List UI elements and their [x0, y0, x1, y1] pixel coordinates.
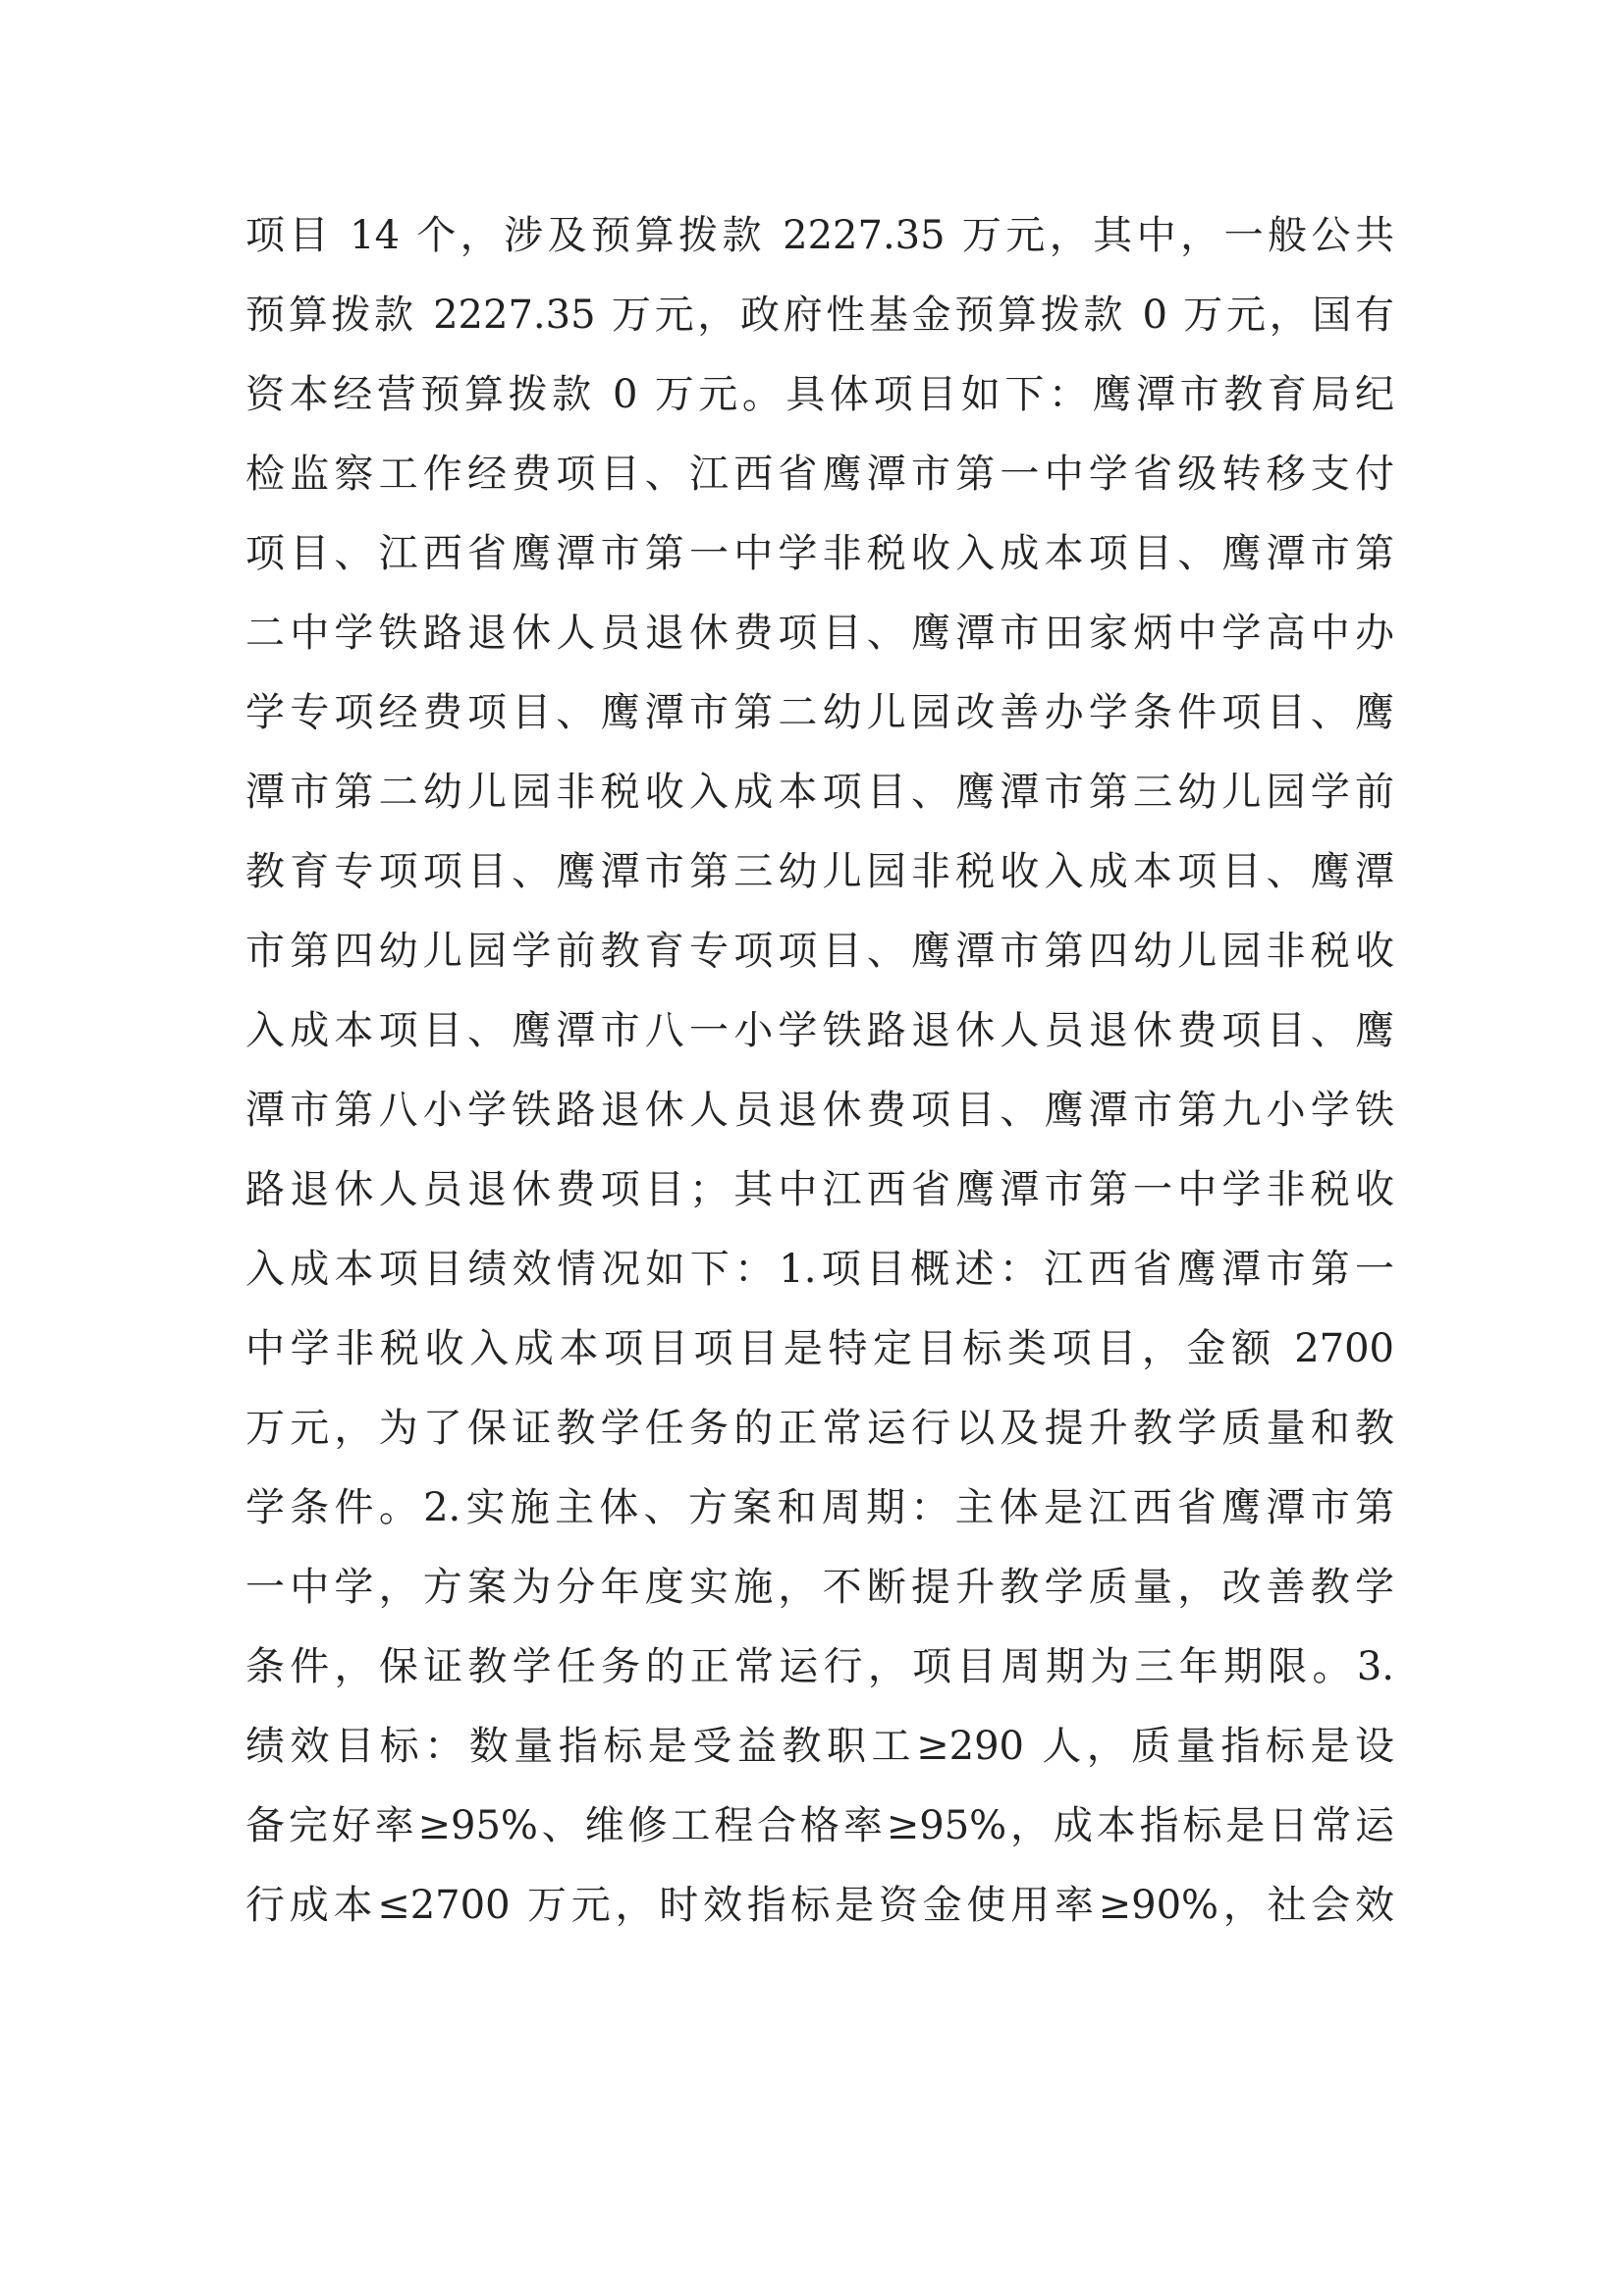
text-line: 学条件。2.实施主体、方案和周期：主体是江西省鹰潭市第: [245, 1485, 1394, 1530]
text-line: 备完好率≥95%、维修工程合格率≥95%，成本指标是日常运: [245, 1803, 1394, 1848]
text-line: 路退休人员退休费项目；其中江西省鹰潭市第一中学非税收: [245, 1167, 1394, 1212]
text-line: 预算拨款 2227.35 万元，政府性基金预算拨款 0 万元，国有: [245, 293, 1394, 338]
text-line: 潭市第八小学铁路退休人员退休费项目、鹰潭市第九小学铁: [245, 1088, 1394, 1133]
text-line: 二中学铁路退休人员退休费项目、鹰潭市田家炳中学高中办: [245, 611, 1394, 656]
text-line: 潭市第二幼儿园非税收入成本项目、鹰潭市第三幼儿园学前: [245, 770, 1394, 815]
text-line: 入成本项目、鹰潭市八一小学铁路退休人员退休费项目、鹰: [245, 1008, 1394, 1053]
text-line: 中学非税收入成本项目项目是特定目标类项目，金额 2700: [245, 1326, 1394, 1371]
text-line: 项目、江西省鹰潭市第一中学非税收入成本项目、鹰潭市第: [245, 531, 1394, 576]
text-line: 入成本项目绩效情况如下：1.项目概述：江西省鹰潭市第一: [245, 1247, 1394, 1292]
text-line: 项目 14 个，涉及预算拨款 2227.35 万元，其中，一般公共: [245, 213, 1394, 258]
text-line: 教育专项项目、鹰潭市第三幼儿园非税收入成本项目、鹰潭: [245, 849, 1394, 894]
text-line: 绩效目标：数量指标是受益教职工≥290 人，质量指标是设: [245, 1724, 1394, 1769]
text-line: 万元，为了保证教学任务的正常运行以及提升教学质量和教: [245, 1406, 1394, 1451]
text-line: 检监察工作经费项目、江西省鹰潭市第一中学省级转移支付: [245, 452, 1394, 497]
text-line: 行成本≤2700 万元，时效指标是资金使用率≥90%，社会效: [245, 1883, 1394, 1928]
body-paragraph: [245, 196, 1394, 1946]
text-line: 学专项经费项目、鹰潭市第二幼儿园改善办学条件项目、鹰: [245, 690, 1394, 735]
text-line: 条件，保证教学任务的正常运行，项目周期为三年期限。3.: [245, 1644, 1394, 1689]
text-line: 资本经营预算拨款 0 万元。具体项目如下：鹰潭市教育局纪: [245, 372, 1394, 417]
text-line: 市第四幼儿园学前教育专项项目、鹰潭市第四幼儿园非税收: [245, 929, 1394, 974]
text-line: 一中学，方案为分年度实施，不断提升教学质量，改善教学: [245, 1565, 1394, 1610]
